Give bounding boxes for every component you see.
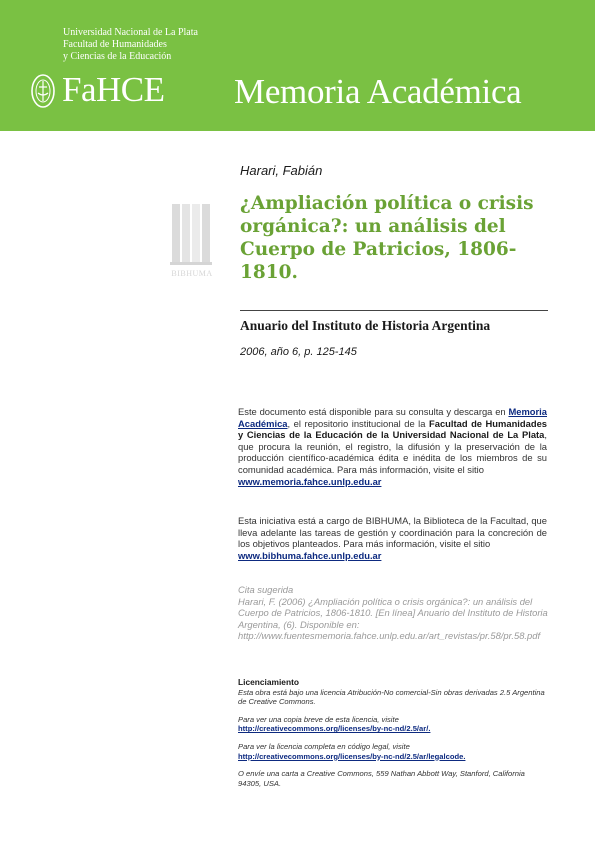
university-seal-icon bbox=[30, 73, 56, 109]
institution-lines bbox=[63, 27, 198, 63]
memoria-site-link[interactable]: www.memoria.fahce.unlp.edu.ar bbox=[238, 475, 382, 487]
p1-text-middle: , el repositorio institucional de la bbox=[287, 417, 429, 429]
repository-title: Memoria Académica bbox=[234, 72, 522, 111]
bibhuma-site-link[interactable]: www.bibhuma.fahce.unlp.edu.ar bbox=[238, 549, 382, 561]
library-columns-icon bbox=[164, 200, 220, 282]
memoria-academica-link[interactable]: Memoria Académica bbox=[238, 406, 547, 429]
journal-name: Anuario del Instituto de Historia Argentina bbox=[240, 318, 491, 333]
university-name: Universidad Nacional de La Plata bbox=[63, 27, 198, 38]
faculty-name-line1: Facultad de Humanidades bbox=[63, 39, 167, 50]
license-mail-text: O envíe una carta a Creative Commons, 559 Nathan Abbott Way, Stanford, California 94305, USA. bbox=[238, 769, 525, 788]
repository-paragraph bbox=[238, 406, 547, 487]
fahce-logo: FaHCE bbox=[62, 70, 165, 109]
license-copy-label: Para ver una copia breve de esta licencia, visite bbox=[238, 714, 399, 724]
license-heading: Licenciamiento bbox=[238, 677, 299, 687]
p1-text-end: , que procura la reunión, el registro, la difusión y la preservación de la producción científico-académica édita e inédita de los miembros de su comunidad académica. Para más información, visite el sitio bbox=[238, 429, 547, 475]
license-statement: Esta obra está bajo una licencia Atribución-No comercial-Sin obras derivadas 2.5 Argentina de Creative Commons. bbox=[238, 687, 545, 707]
citation-text: Harari, F. (2006) ¿Ampliación política o crisis orgánica?: un análisis del Cuerpo de Patricios, 1806-1810. [En línea] Anuario del Instituto de Historia Argentina, (6). Disponible en: bbox=[238, 595, 548, 630]
license-legalcode-link[interactable]: http://creativecommons.org/licenses/by-nc-nd/2.5/ar/legalcode. bbox=[238, 751, 466, 761]
license-section bbox=[238, 678, 550, 788]
article-title: ¿Ampliación política o crisis orgánica?: un análisis del Cuerpo de Patricios, 1806-1810. bbox=[240, 193, 534, 283]
license-short-link[interactable]: http://creativecommons.org/licenses/by-nc-nd/2.5/ar/. bbox=[238, 724, 431, 734]
header-banner bbox=[0, 0, 595, 131]
p2-text: Esta iniciativa está a cargo de BIBHUMA, la Biblioteca de la Facultad, que lleva adelante las tareas de gestión y coordinación para la concreción de los objetivos planteados. Para más información, visite el sitio bbox=[238, 515, 547, 550]
divider bbox=[240, 310, 548, 311]
publication-details: 2006, año 6, p. 125-145 bbox=[240, 346, 357, 358]
citation-label: Cita sugerida bbox=[238, 584, 294, 595]
suggested-citation bbox=[238, 584, 550, 642]
author-name: Harari, Fabián bbox=[240, 163, 323, 178]
watermark-caption: BIBHUMA bbox=[171, 269, 213, 278]
p1-text-start: Este documento está disponible para su consulta y descarga en bbox=[238, 406, 509, 417]
bibhuma-paragraph bbox=[238, 515, 547, 561]
citation-url[interactable]: http://www.fuentesmemoria.fahce.unlp.edu.ar/art_revistas/pr.58/pr.58.pdf bbox=[238, 630, 541, 642]
faculty-name-line2: y Ciencias de la Educación bbox=[63, 51, 172, 62]
license-full-label: Para ver la licencia completa en código legal, visite bbox=[238, 741, 410, 751]
faculty-full-name: Facultad de Humanidades y Ciencias de la Educación de la Universidad Nacional de La Plata bbox=[238, 417, 547, 441]
